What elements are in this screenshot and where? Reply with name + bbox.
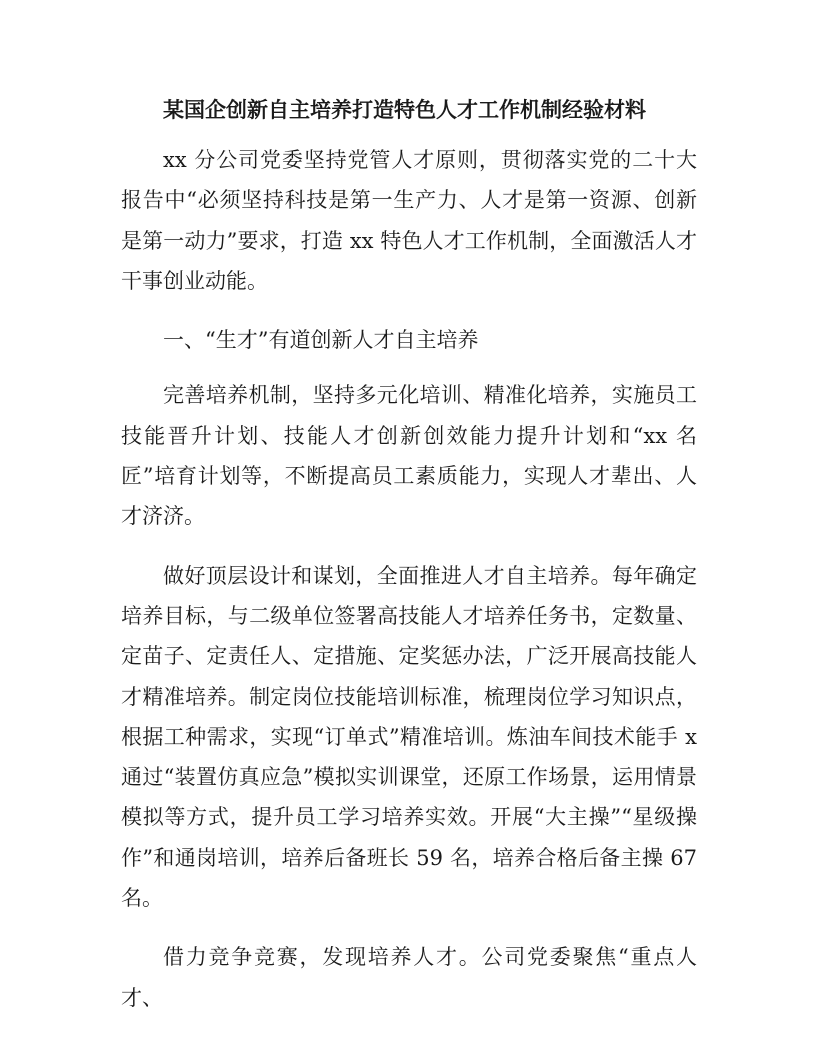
section-heading-1: 一、“生才”有道创新人才自主培养: [163, 328, 479, 353]
document-title: 某国企创新自主培养打造特色人才工作机制经验材料: [163, 97, 646, 122]
paragraph-intro: xx 分公司党委坚持党管人才原则，贯彻落实党的二十大报告中“必须坚持科技是第一生产力、人才是第一资源、创新是第一动力”要求，打造 xx 特色人才工作机制，全面激活人才干事创业动能。: [121, 148, 697, 293]
paragraph-top-design: 做好顶层设计和谋划，全面推进人才自主培养。每年确定培养目标，与二级单位签署高技能人才培养任务书，定数量、定苗子、定责任人、定措施、定奖惩办法，广泛开展高技能人才精准培养。制定岗位技能培训标准，梳理岗位学习知识点，根据工种需求，实现“订单式”精准培训。炼油车间技术能手 x 通过“装置仿真应急”模拟实训课堂，还原工作场景，运用情景模拟等方式，提升员工学习培养实效。开展“大主操”“星级操作”和通岗培训，培养后备班长 59 名，培养合格后备主操 67 名。: [121, 563, 697, 911]
paragraph-competition: 借力竞争竞赛，发现培养人才。公司党委聚焦“重点人才、: [121, 945, 697, 1010]
paragraph-mechanism: 完善培养机制，坚持多元化培训、精准化培养，实施员工技能晋升计划、技能人才创新创效能力提升计划和“xx 名匠”培育计划等，不断提高员工素质能力，实现人才辈出、人才济济。: [121, 383, 697, 529]
document-body: [121, 140, 697, 1018]
paragraph-spacer: [121, 537, 697, 556]
paragraph-spacer: [121, 301, 697, 320]
paragraph-spacer: [121, 918, 697, 937]
paragraph-spacer: [121, 360, 697, 375]
